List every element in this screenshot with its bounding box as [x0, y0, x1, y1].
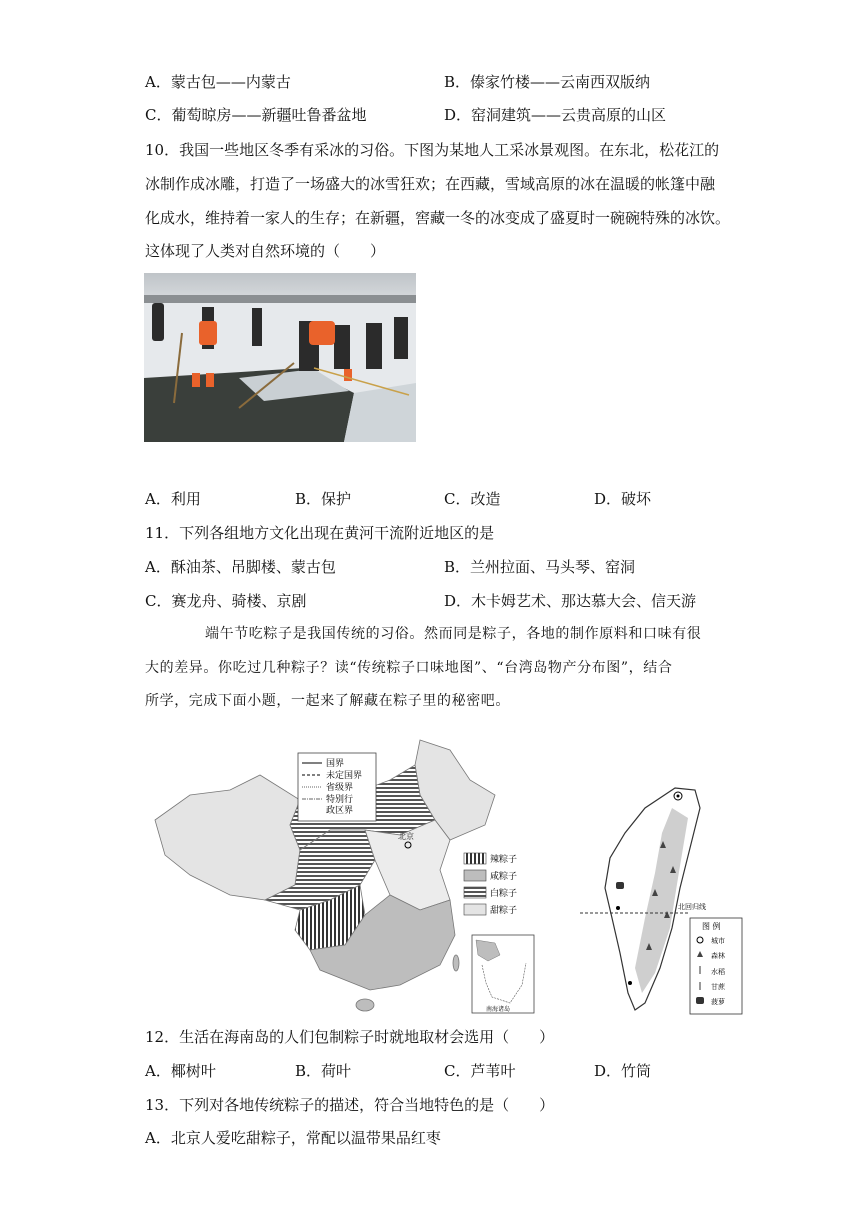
q11-option-a: A．酥油茶、吊脚楼、蒙古包	[145, 558, 336, 576]
q12-option-c: C．芦苇叶	[444, 1062, 516, 1080]
q11-option-d: D．木卡姆艺术、那达慕大会、信天游	[444, 592, 697, 610]
passage-line-1: 端午节吃粽子是我国传统的习俗。然而同是粽子，各地的制作原料和口味有很	[205, 626, 702, 642]
legend-sugarcane: 甘蔗	[711, 983, 725, 991]
legend-national-border: 国界	[326, 759, 345, 769]
taiwan-product-map	[580, 778, 752, 1016]
q10-option-c: C．改造	[444, 490, 501, 508]
passage-line-2: 大的差异。你吃过几种粽子？读“传统粽子口味地图”、“台湾岛物产分布图”，结合	[145, 660, 673, 676]
legend-spicy: 辣粽子	[490, 855, 518, 865]
legend-provincial-border: 省级界	[326, 783, 354, 793]
q10-stem-line-2: 冰制作成冰雕，打造了一场盛大的冰雪狂欢；在西藏，雪域高原的冰在温暖的帐篷中融	[145, 175, 716, 193]
legend-city: 城市	[711, 937, 725, 945]
q12-option-a: A．椰树叶	[145, 1062, 216, 1080]
q10-stem-line-1: 10．我国一些地区冬季有采冰的习俗。下图为某地人工采冰景观图。在东北，松花江的	[145, 141, 720, 159]
legend-title: 图 例	[702, 922, 721, 931]
legend-sar-border-1: 特别行	[326, 795, 354, 805]
q12-option-b: B．荷叶	[295, 1062, 352, 1080]
legend-white: 白粽子	[490, 889, 518, 899]
q10-stem-line-3: 化成水，维持着一家人的生存；在新疆，窖藏一冬的冰变成了盛夏时一碗碗特殊的冰饮。	[145, 209, 731, 227]
tropic-label: 北回归线	[678, 903, 706, 911]
q11-stem: 11．下列各组地方文化出现在黄河干流附近地区的是	[145, 524, 495, 542]
q9-option-c: C．葡萄晾房——新疆吐鲁番盆地	[145, 106, 367, 124]
q10-option-b: B．保护	[295, 490, 352, 508]
q13-stem: 13．下列对各地传统粽子的描述，符合当地特色的是（ ）	[145, 1096, 555, 1114]
legend-pineapple: 菠萝	[711, 998, 725, 1006]
legend-sweet: 甜粽子	[490, 906, 518, 916]
q9-option-b: B．傣家竹楼——云南西双版纳	[444, 73, 651, 91]
q12-stem: 12．生活在海南岛的人们包制粽子时就地取材会选用（ ）	[145, 1028, 555, 1046]
q10-option-d: D．破坏	[594, 490, 652, 508]
q12-option-d: D．竹筒	[594, 1062, 652, 1080]
q10-stem-line-4: 这体现了人类对自然环境的（ ）	[145, 242, 386, 260]
ice-harvest-photo	[144, 273, 416, 442]
legend-rice: 水稻	[711, 968, 725, 976]
q9-option-d: D．窑洞建筑——云贵高原的山区	[444, 106, 667, 124]
q11-option-c: C．赛龙舟、骑楼、京剧	[145, 592, 307, 610]
zongzi-flavor-map	[150, 735, 540, 1017]
inset-label: 南海诸岛	[486, 1006, 511, 1013]
legend-undetermined-border: 未定国界	[326, 771, 363, 781]
legend-sar-border-2: 政区界	[326, 806, 354, 816]
passage-line-3: 所学，完成下面小题，一起来了解藏在粽子里的秘密吧。	[145, 693, 510, 709]
q11-option-b: B．兰州拉面、马头琴、窑洞	[444, 558, 636, 576]
q13-option-a: A．北京人爱吃甜粽子，常配以温带果品红枣	[145, 1129, 441, 1147]
q10-option-a: A．利用	[145, 490, 201, 508]
legend-salty: 咸粽子	[490, 872, 518, 882]
q9-option-a: A．蒙古包——内蒙古	[145, 73, 291, 91]
beijing-label: 北京	[398, 832, 414, 841]
legend-forest: 森林	[711, 952, 725, 960]
